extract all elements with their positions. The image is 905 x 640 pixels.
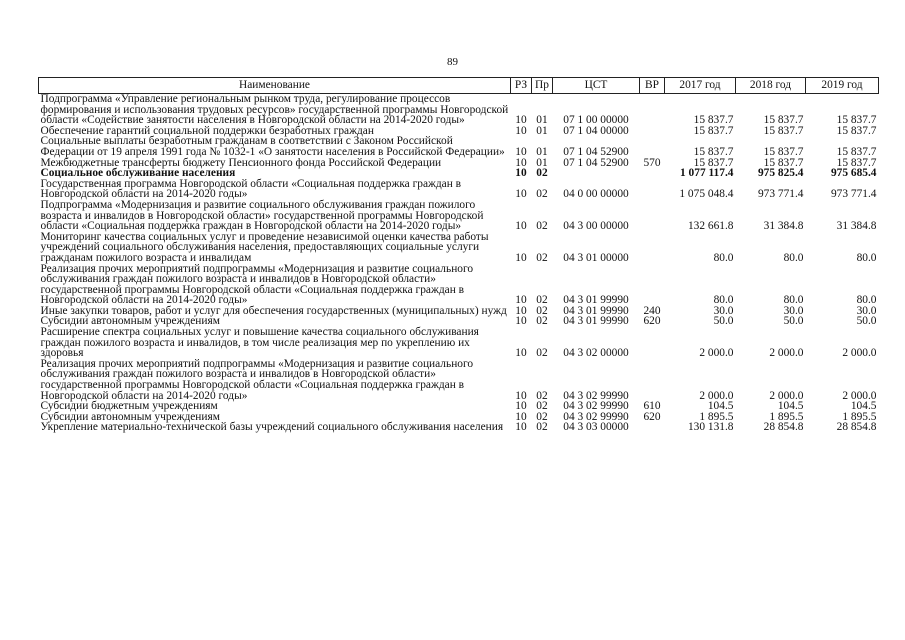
cell-2019: 2 000.0 [842,389,877,402]
cell-2019: 15 837.7 [836,156,877,169]
cell-name: Субсидии автономным учреждениям [40,410,220,423]
cell-vr [640,126,665,137]
table-body [39,94,879,434]
cell-cst: 04 3 02 99990 [563,389,629,402]
cell-rz: 10 [515,421,527,434]
cell-pr: 01 [536,156,548,169]
cell-cst: 07 1 00 00000 [563,114,629,127]
cell-name: Межбюджетные трансферты бюджету Пенсионного фонда Российской Федерации [40,156,442,169]
cell-2019: 30.0 [856,304,877,317]
cell-rz: 10 [515,188,527,201]
cell-name: Мониторинг качества социальных услуг и проведение независимой оценки качества работы учреждений социального обслуживания населения, предоставляющих социальные услуги гражданам пожилого возраста и инвалидам [40,230,489,264]
cell-pr: 01 [536,124,548,137]
table-row [39,327,879,359]
cell-2019: 15 837.7 [836,145,877,158]
cell-2018: 15 837.7 [763,145,804,158]
cell-vr [640,136,665,157]
cell-rz: 10 [515,400,527,413]
header-2017: 2017 год [665,78,736,94]
cell-vr [640,359,665,401]
cell-2019: 15 837.7 [836,124,877,137]
cell-pr: 02 [536,167,548,180]
cell-2019: 1 895.5 [842,410,877,423]
cell-2018: 973 771.4 [757,188,804,201]
cell-pr: 02 [536,389,548,402]
table-header-row [39,78,879,94]
cell-pr: 02 [536,220,548,233]
cell-cst: 04 3 02 99990 [563,410,629,423]
cell-cst: 04 3 00 00000 [563,220,629,233]
table-row [39,422,879,433]
cell-name: Государственная программа Новгородской области «Социальная поддержка граждан в Новгородской области на 2014-2020 годы» [40,177,462,201]
cell-name: Подпрограмма «Управление региональным рынком труда, регулирование процессов формирования и использования трудовых ресурсов» государственной программы Новгородской области «Содействие занятости населения в Новгородской области на 2014-2020 годы» [40,93,509,127]
cell-cst: 04 3 01 99990 [563,294,629,307]
cell-2019: 15 837.7 [836,114,877,127]
cell-2018: 104.5 [777,400,804,413]
cell-name: Обеспечение гарантий социальной поддержки безработных граждан [40,124,374,137]
cell-vr [640,264,665,306]
budget-table [38,77,879,433]
cell-pr: 02 [536,410,548,423]
cell-pr: 02 [536,347,548,360]
cell-rz: 10 [515,145,527,158]
cell-cst: 04 0 00 00000 [563,188,629,201]
cell-2017: 1 075 048.4 [679,188,734,201]
cell-2019: 80.0 [856,294,877,307]
cell-name: Подпрограмма «Модернизация и развитие социального обслуживания граждан пожилого возраста и инвалидов в Новгородской области» государственной программы Новгородской области «Социальная поддержка граждан в Новгородской области на 2014-2020 годы» [40,198,484,233]
cell-2017: 30.0 [713,304,734,317]
cell-2017: 104.5 [707,400,734,413]
cell-cst: 07 1 04 52900 [563,145,629,158]
cell-name: Реализация прочих мероприятий подпрограммы «Модернизация и развитие социального обслуживания граждан пожилого возраста и инвалидов в Новгородской области» государственной программы Новгородской области «Социальная поддержка граждан в Новгородской области на 2014-2020 годы» [40,262,474,307]
table-row [39,232,879,264]
cell-name: Реализация прочих мероприятий подпрограммы «Модернизация и развитие социального обслуживания граждан пожилого возраста и инвалидов в Новгородской области» государственной программы Новгородской области «Социальная поддержка граждан в Новгородской области на 2014-2020 годы» [40,357,474,402]
cell-2017: 2 000.0 [699,347,734,360]
cell-2017: 80.0 [713,294,734,307]
cell-vr: 610 [643,400,661,413]
table-row [39,136,879,157]
cell-vr [640,232,665,264]
cell-2019: 28 854.8 [836,421,877,434]
cell-pr: 01 [536,114,548,127]
cell-2017: 15 837.7 [693,145,734,158]
cell-vr [640,327,665,359]
page-number: 89 [447,56,458,68]
cell-2018: 80.0 [783,251,804,264]
cell-pr: 02 [536,421,548,434]
cell-pr: 02 [536,304,548,317]
cell-2018: 15 837.7 [763,124,804,137]
cell-name: Иные закупки товаров, работ и услуг для обеспечения государственных (муниципальных) нужд [40,304,507,317]
cell-name: Социальное обслуживание населения [40,167,236,180]
cell-2018: 2 000.0 [769,389,804,402]
cell-pr: 02 [536,188,548,201]
cell-pr: 01 [536,145,548,158]
table-row [39,200,879,232]
cell-cst: 07 1 04 00000 [563,124,629,137]
cell-name: Субсидии автономным учреждениям [40,315,220,328]
cell-2019: 973 771.4 [830,188,877,201]
cell-2019: 80.0 [856,251,877,264]
cell-2017: 2 000.0 [699,389,734,402]
cell-2019: 31 384.8 [836,220,877,233]
cell-2017: 15 837.7 [693,156,734,169]
cell-pr: 02 [536,251,548,264]
cell-2019: 975 685.4 [830,167,877,180]
cell-vr: 240 [643,304,661,317]
cell-2018: 80.0 [783,294,804,307]
header-rz: РЗ [511,78,532,94]
cell-2019: 104.5 [850,400,877,413]
table-row [39,264,879,306]
cell-name: Социальные выплаты безработным гражданам в соответствии с Законом Российской Федерации от 19 апреля 1991 года № 1032-1 «О занятости населения в Российской Федерации» [40,135,505,158]
cell-vr [640,168,665,179]
cell-rz: 10 [515,167,527,180]
cell-2017: 50.0 [713,315,734,328]
cell-2019: 2 000.0 [842,347,877,360]
cell-2018: 28 854.8 [763,421,804,434]
cell-vr: 620 [643,410,661,423]
cell-2017: 1 077 117.4 [680,167,734,180]
cell-cst: 04 3 02 99990 [563,400,629,413]
table-row [39,359,879,401]
cell-cst: 04 3 01 99990 [563,315,629,328]
cell-cst: 04 3 02 00000 [563,347,629,360]
cell-vr [640,179,665,200]
cell-2017: 1 895.5 [699,410,734,423]
cell-vr [640,422,665,433]
cell-2018: 2 000.0 [769,347,804,360]
cell-rz: 10 [515,294,527,307]
cell-rz: 10 [515,251,527,264]
cell-rz: 10 [515,347,527,360]
cell-rz: 10 [515,389,527,402]
cell-vr [640,200,665,232]
cell-cst: 04 3 01 00000 [563,251,629,264]
cell-2018: 31 384.8 [763,220,804,233]
cell-rz: 10 [515,156,527,169]
cell-rz: 10 [515,220,527,233]
cell-name: Расширение спектра социальных услуг и повышение качества социального обслуживания граждан пожилого возраста и инвалидов, в том числе реализация мер по укреплению их здоровья [40,326,479,360]
cell-vr: 620 [643,315,661,328]
header-vr: ВР [640,78,665,94]
header-pr: Пр [532,78,553,94]
cell-2017: 130 131.8 [687,421,734,434]
cell-2018: 50.0 [783,315,804,328]
header-2018: 2018 год [736,78,806,94]
cell-2018: 15 837.7 [763,156,804,169]
cell-rz: 10 [515,304,527,317]
cell-2018: 975 825.4 [757,167,804,180]
cell-rz: 10 [515,114,527,127]
table-row [39,179,879,200]
cell-cst: 07 1 04 52900 [563,156,629,169]
cell-2017: 15 837.7 [693,124,734,137]
cell-2018: 30.0 [783,304,804,317]
cell-cst [553,168,640,179]
cell-rz: 10 [515,315,527,328]
cell-cst: 04 3 03 00000 [563,421,629,434]
cell-rz: 10 [515,410,527,423]
cell-pr: 02 [536,400,548,413]
cell-2019: 50.0 [856,315,877,328]
cell-2017: 80.0 [713,251,734,264]
cell-vr [640,94,665,126]
header-name: Наименование [39,78,511,94]
header-2019: 2019 год [806,78,879,94]
cell-pr: 02 [536,315,548,328]
cell-name: Субсидии бюджетным учреждениям [40,400,218,413]
header-cst: ЦСТ [553,78,640,94]
cell-2017: 15 837.7 [693,114,734,127]
cell-2018: 15 837.7 [763,114,804,127]
cell-2018: 1 895.5 [769,410,804,423]
cell-rz: 10 [515,124,527,137]
cell-vr: 570 [643,156,661,169]
cell-2017: 132 661.8 [687,220,734,233]
table-row [39,94,879,126]
cell-name: Укрепление материально-технической базы учреждений социального обслуживания населения [40,421,504,434]
cell-pr: 02 [536,294,548,307]
cell-cst: 04 3 01 99990 [563,304,629,317]
